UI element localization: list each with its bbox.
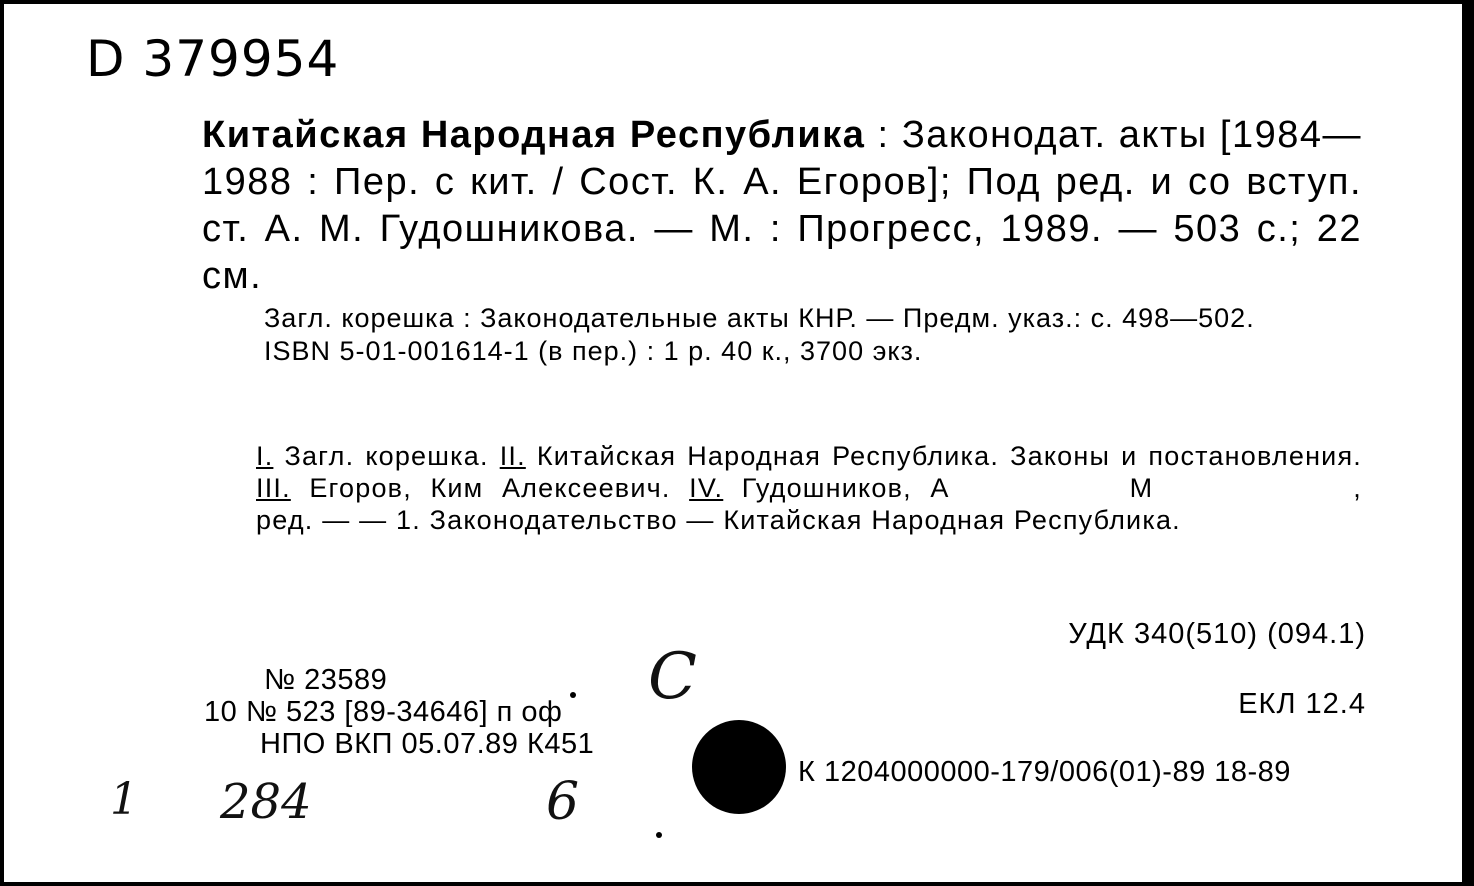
tracings — [202, 440, 1362, 536]
ink-dot — [570, 692, 576, 698]
registry-info — [204, 664, 594, 760]
classification-code: К 1204000000-179/006(01)-89 18-89 — [798, 756, 1291, 788]
handwritten-six: 6 — [546, 772, 580, 832]
catalog-card — [4, 4, 1462, 882]
handwritten-one: 1 — [110, 774, 138, 825]
notes — [202, 302, 1362, 368]
udk-code: УДК 340(510) (094.1) — [1068, 618, 1366, 650]
handwritten-number: 284 — [220, 774, 312, 830]
handwritten-c: C — [648, 640, 697, 714]
description-rest: : Законодат. акты [1984—1988 : Пер. с кит. / Сост. К. А. Егоров]; Под ред. и со вступ. ст. А. М. Гудошникова. — М. : Прогресс, 1989. — 503 с.; 22 см. — [202, 114, 1362, 297]
tracing-1-text: Загл. корешка. — [273, 441, 500, 471]
tracing-3-text: Егоров, Ким Алексеевич. — [290, 473, 690, 503]
tracing-3-number: III. — [256, 473, 291, 503]
registry-line-2: 10 № 523 [89-34646] п оф — [204, 696, 563, 728]
title: Китайская Народная Республика — [202, 114, 866, 156]
call-number: D 379954 — [86, 30, 340, 88]
tracing-4-number: IV. — [689, 473, 724, 503]
tracing-4-text: Гудошников, А — [723, 473, 950, 503]
tracing-2-number: II. — [499, 441, 526, 471]
tracing-4-initial: М — [1129, 473, 1154, 503]
registry-line-1: № 23589 — [264, 664, 388, 696]
black-dot-mark — [692, 720, 786, 814]
ekl-code: ЕКЛ 12.4 — [1238, 688, 1366, 720]
tracing-text — [202, 440, 1362, 536]
tracing-1-number: I. — [256, 441, 274, 471]
tracing-4-end: , ред. — — 1. Законодательство — Китайская Народная Республика. — [256, 473, 1362, 535]
bibliographic-description — [202, 112, 1362, 300]
ink-dot — [656, 832, 662, 838]
tracing-2-text: Китайская Народная Республика. Законы и постановления. — [525, 441, 1362, 471]
note-spine-title: Загл. корешка : Законодательные акты КНР. — Предм. указ.: с. 498—502. — [264, 303, 1255, 333]
registry-line-3: НПО ВКП 05.07.89 К451 — [260, 728, 595, 760]
isbn-note: ISBN 5-01-001614-1 (в пер.) : 1 р. 40 к., 3700 экз. — [264, 336, 923, 366]
